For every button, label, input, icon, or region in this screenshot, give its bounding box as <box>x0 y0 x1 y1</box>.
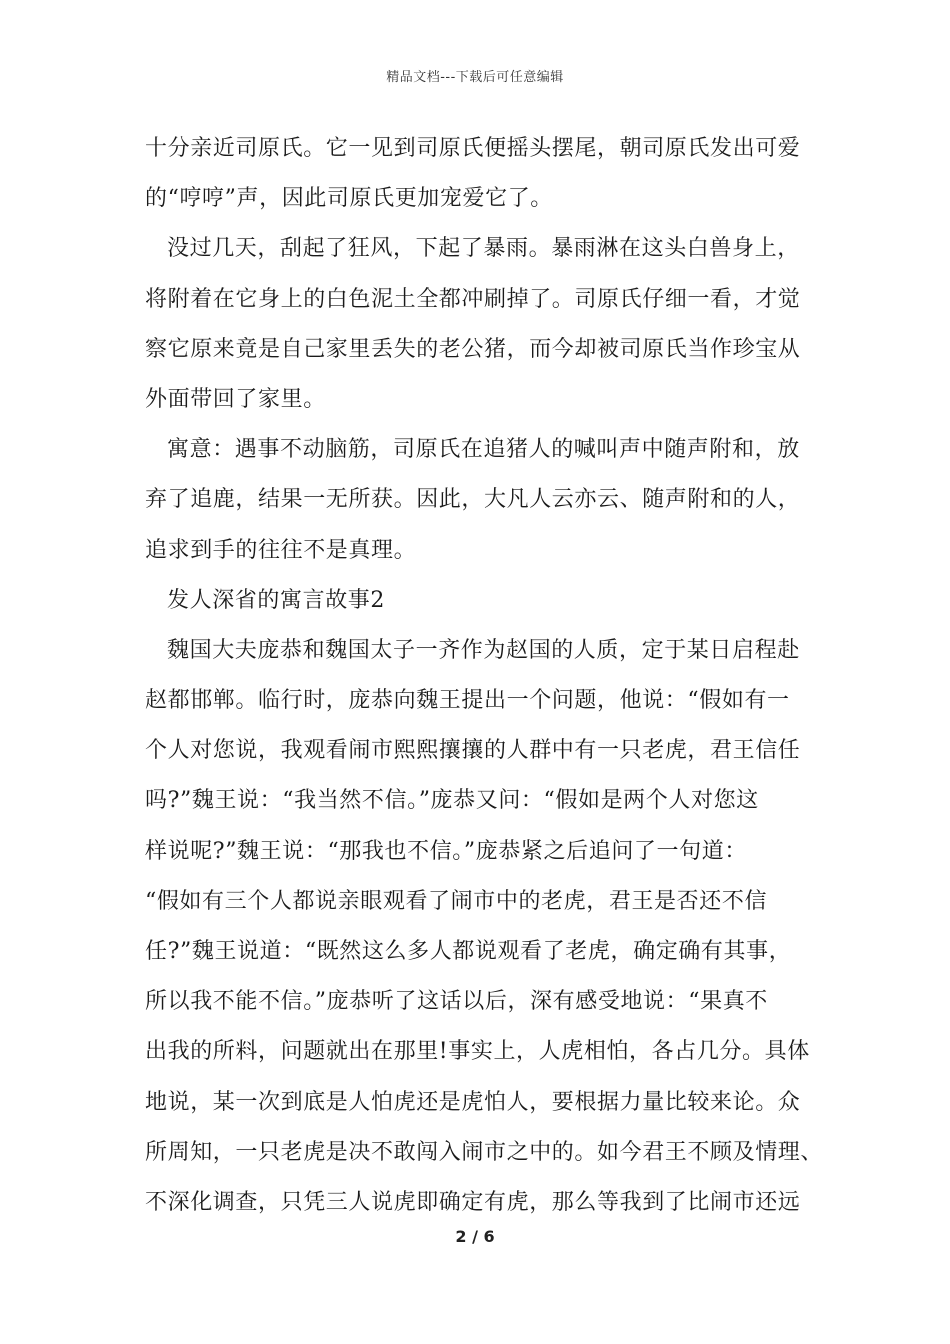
text-line: 寓意：遇事不动脑筋，司原氏在追猪人的喊叫声中随声附和，放 <box>167 437 800 463</box>
text-line: 将附着在它身上的白色泥土全都冲刷掉了。司原氏仔细一看，才觉 <box>145 286 801 312</box>
text-line: 任?”魏王说道：“既然这么多人都说观看了老虎，确定确有其事， <box>145 939 792 964</box>
page-header: 精品文档---下载后可任意编辑 <box>386 70 564 85</box>
text-line: 追求到手的往往不是真理。 <box>145 537 417 563</box>
document-body <box>145 124 825 1228</box>
text-line: 地说，某一次到底是人怕虎还是虎怕人，要根据力量比较来论。众 <box>145 1089 801 1115</box>
text-line: 所以我不能不信。”庞恭听了这话以后，深有感受地说：“果真不 <box>145 989 768 1015</box>
text-line: 样说呢?”魏王说：“那我也不信。”庞恭紧之后追问了一句道： <box>145 838 747 864</box>
text-line: 个人对您说，我观看闹市熙熙攘攘的人群中有一只老虎，君王信任 <box>145 738 801 764</box>
text-line: 没过几天，刮起了狂风，下起了暴雨。暴雨淋在这头白兽身上， <box>167 236 800 262</box>
text-line: “假如有三个人都说亲眼观看了闹市中的老虎，君王是否还不信 <box>145 888 768 914</box>
section-heading: 发人深省的寓言故事2 <box>167 587 385 613</box>
text-line: 察它原来竟是自己家里丢失的老公猪，而今却被司原氏当作珍宝从 <box>145 336 801 362</box>
text-line: 弃了追鹿，结果一无所获。因此，大凡人云亦云、随声附和的人， <box>145 487 801 513</box>
text-line: 十分亲近司原氏。它一见到司原氏便摇头摆尾，朝司原氏发出可爱 <box>145 136 801 161</box>
text-line: 赵都邯郸。临行时，庞恭向魏王提出一个问题，他说：“假如有一 <box>145 688 790 714</box>
text-line: 出我的所料，问题就出在那里!事实上，人虎相怕，各占几分。具体 <box>145 1039 810 1065</box>
page-number: 2 / 6 <box>455 1227 495 1246</box>
text-line: 不深化调查，只凭三人说虎即确定有虎，那么等我到了比闹市还远 <box>145 1189 801 1215</box>
text-line: 的“哼哼”声，因此司原氏更加宠爱它了。 <box>145 186 553 212</box>
text-line: 所周知，一只老虎是决不敢闯入闹市之中的。如今君王不顾及情理、 <box>145 1139 824 1165</box>
text-line: 吗?”魏王说：“我当然不信。”庞恭又问：“假如是两个人对您这 <box>145 788 759 814</box>
text-line: 魏国大夫庞恭和魏国太子一齐作为赵国的人质，定于某日启程赴 <box>167 637 800 663</box>
text-line: 外面带回了家里。 <box>145 386 326 412</box>
